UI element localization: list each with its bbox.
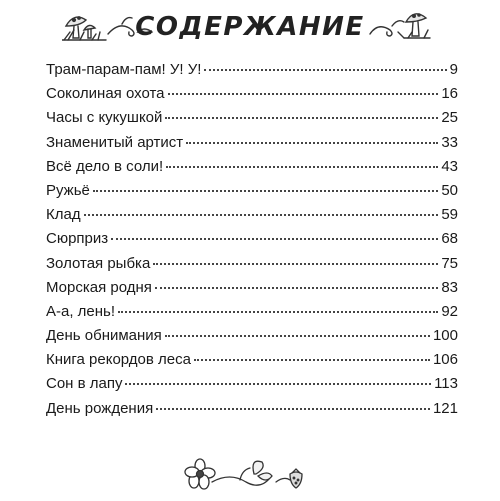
toc-leader-dots [118,311,438,313]
toc-entry-title: Трам-парам-пам! У! У! [46,61,202,78]
toc-entry-title: Сюрприз [46,230,109,248]
toc-entry [46,179,458,203]
toc-entry-page: 59 [441,206,458,224]
toc-entry-title: Морская родня [46,278,152,296]
toc-entry-title: Ружьё [46,181,90,199]
toc-entry-title: Всё дело в соли! [46,157,164,175]
toc-entry-title: Сон в лапу [46,375,123,393]
toc-leader-dots [155,287,438,289]
toc-leader-dots [194,359,430,361]
toc-entry [46,397,458,421]
flower-icon [150,452,350,496]
toc-entry-title: Соколиная охота [46,85,165,103]
toc-entry-page: 68 [441,230,458,248]
footer-ornament [150,452,350,496]
toc-entry [46,106,458,130]
toc-entry [46,131,458,155]
toc-entry-title: Клад [46,206,81,224]
toc-entry [46,300,458,324]
toc-leader-dots [93,190,438,192]
toc-leader-dots [165,117,438,119]
toc-entry [46,82,458,106]
toc-leader-dots [153,263,438,265]
toc-entry-title: Часы с кукушкой [46,109,163,127]
page-header [0,6,500,50]
toc-entry [46,276,458,300]
toc-entry-title: День рождения [46,399,154,417]
table-of-contents [46,58,458,421]
toc-entry-page: 43 [441,157,458,175]
toc-entry-page: 92 [441,302,458,320]
toc-entry-title: Книга рекордов леса [46,351,191,369]
toc-entry [46,203,458,227]
toc-leader-dots [204,69,446,71]
toc-leader-dots [84,214,439,216]
toc-leader-dots [168,93,439,95]
toc-entry-page: 121 [432,399,458,417]
swirl-icon [368,8,438,44]
toc-entry [46,348,458,372]
toc-leader-dots [186,142,438,144]
toc-entry-title: Знаменитый артист [46,133,184,151]
toc-entry-page: 9 [449,61,458,78]
toc-entry-page: 113 [434,375,458,393]
toc-leader-dots [165,335,430,337]
toc-entry-page: 106 [432,351,458,369]
toc-entry-title: А-а, лень! [46,302,116,320]
toc-entry-title: Золотая рыбка [46,254,151,272]
toc-entry [46,227,458,251]
toc-leader-dots [156,408,430,410]
toc-entry-page: 75 [441,254,458,272]
toc-leader-dots [166,166,438,168]
toc-entry-page: 16 [441,85,458,103]
toc-leader-dots [125,383,431,385]
toc-entry [46,155,458,179]
toc-entry-page: 83 [441,278,458,296]
toc-entry-page: 50 [441,181,458,199]
toc-entry [46,324,458,348]
toc-entry-page: 25 [441,109,458,127]
toc-leader-dots [111,238,438,240]
page-title: СОДЕРЖАНИЕ [135,12,365,42]
toc-entry [46,252,458,276]
toc-entry [46,372,458,396]
toc-entry-page: 100 [432,327,458,345]
toc-entry [46,58,458,82]
toc-entry-title: День обнимания [46,327,162,345]
toc-entry-page: 33 [441,133,458,151]
